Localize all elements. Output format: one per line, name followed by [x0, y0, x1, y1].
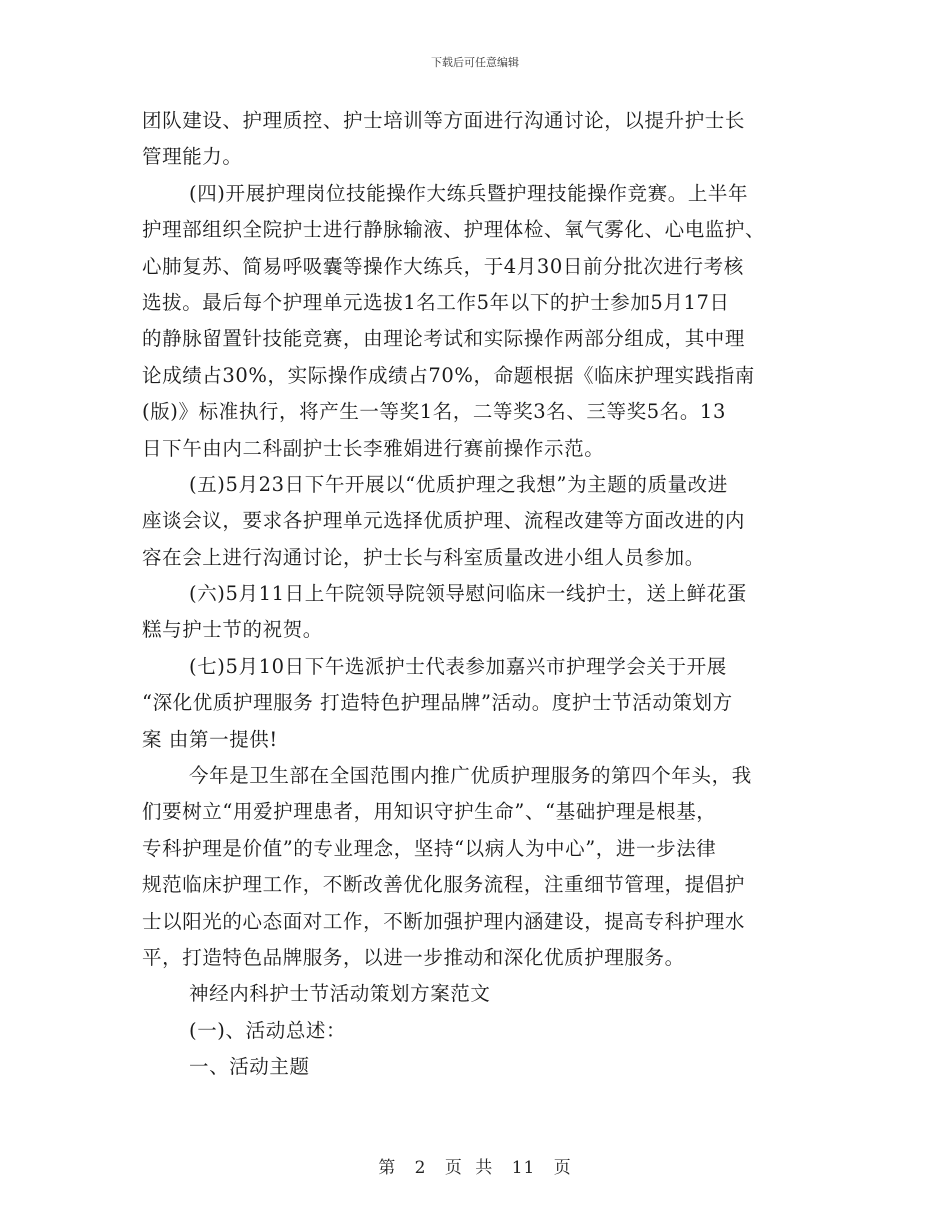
text-line: “深化优质护理服务 打造特色护理品牌”活动。度护士节活动策划方 [142, 691, 733, 715]
text-line: 选拔。最后每个护理单元选拔1名工作5年以下的护士参加5月17日 [142, 290, 730, 314]
footer-prefix: 第 [378, 1158, 397, 1178]
text-line: 团队建设、护理质控、护士培训等方面进行沟通讨论，以提升护士长 [142, 109, 746, 132]
text-line: (版)》标准执行，将产生一等奖1名，二等奖3名、三等奖5名。13 [142, 400, 726, 424]
footer-middle: 页 共 [444, 1158, 494, 1178]
section-heading: 神经内科护士节活动策划方案范文 [189, 982, 491, 1006]
text-line: (七)5月10日下午选派护士代表参加嘉兴市护理学会关于开展 [189, 654, 727, 678]
text-line: 的静脉留置针技能竞赛，由理论考试和实际操作两部分组成，其中理 [142, 327, 746, 351]
text-line: (六)5月11日上午院领导院领导慰问临床一线护士，送上鲜花蛋 [189, 582, 747, 606]
text-line: 座谈会议，要求各护理单元选择优质护理、流程改建等方面改进的内 [142, 509, 746, 533]
section-heading: 一、活动主题 [189, 1055, 310, 1079]
text-line: 规范临床护理工作，不断改善优化服务流程，注重细节管理，提倡护 [142, 873, 746, 897]
text-line: 平，打造特色品牌服务，以进一步推动和深化优质护理服务。 [142, 945, 685, 969]
text-line: 论成绩占30%，实际操作成绩占70%，命题根据《临床护理实践指南 [142, 363, 755, 387]
section-heading: (一)、活动总述： [189, 1018, 347, 1042]
text-line: 们要树立“用爱护理患者，用知识守护生命”、“基础护理是根基， [142, 800, 717, 824]
text-line: 今年是卫生部在全国范围内推广优质护理服务的第四个年头，我 [189, 764, 752, 788]
body-text [142, 103, 822, 1086]
text-line: 容在会上进行沟通讨论，护士长与科室质量改进小组人员参加。 [142, 545, 705, 569]
current-page-number: 2 [414, 1158, 427, 1178]
header-note: 下载后可任意编辑 [431, 56, 519, 69]
text-line: 心肺复苏、简易呼吸囊等操作大练兵，于4月30日前分批次进行考核 [142, 254, 744, 278]
text-line: (四)开展护理岗位技能操作大练兵暨护理技能操作竞赛。上半年 [189, 181, 749, 205]
text-line: 管理能力。 [142, 145, 243, 169]
text-line: 糕与护士节的祝贺。 [142, 618, 323, 642]
page-number-footer [0, 1153, 950, 1178]
footer-suffix: 页 [553, 1158, 572, 1178]
text-line: 士以阳光的心态面对工作，不断加强护理内涵建设，提高专科护理水 [142, 909, 746, 933]
total-page-count: 11 [511, 1158, 536, 1178]
text-line: 护理部组织全院护士进行静脉输液、护理体检、氧气雾化、心电监护、 [142, 218, 766, 242]
text-line: 专科护理是价值”的专业理念，坚持“以病人为中心”，进一步法律 [142, 836, 717, 860]
text-line: 案 由第一提供! [142, 727, 278, 751]
text-line: (五)5月23日下午开展以“优质护理之我想”为主题的质量改进 [189, 472, 728, 496]
text-line: 日下午由内二科副护士长李雅娟进行赛前操作示范。 [142, 436, 605, 460]
